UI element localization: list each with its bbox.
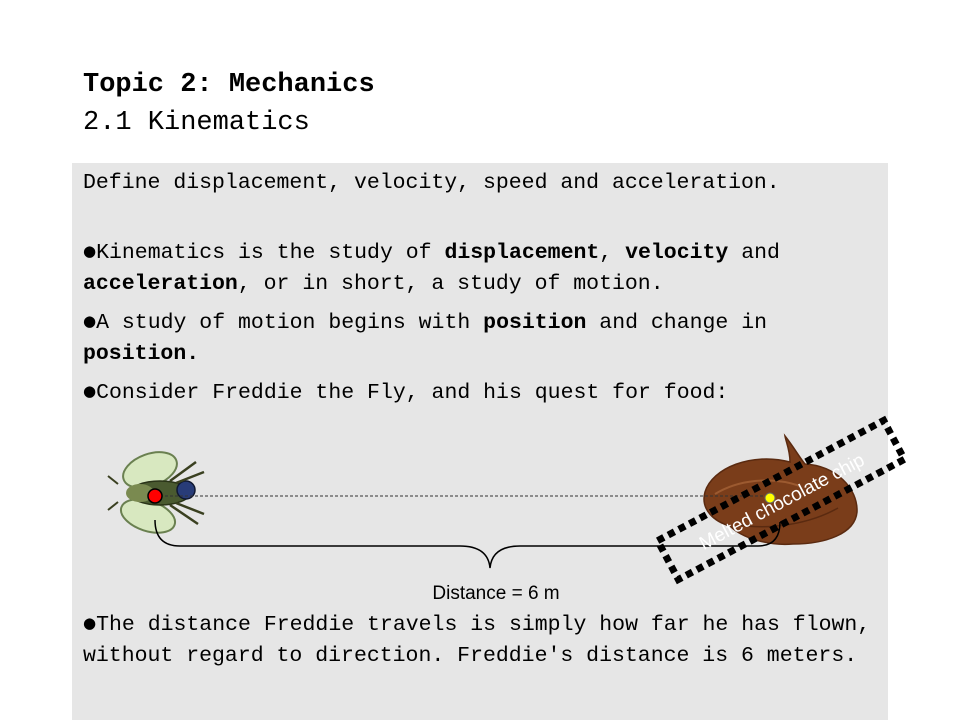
bullet-icon: ● [83, 382, 97, 400]
start-point [148, 489, 162, 503]
bullet-freddie: ●Consider Freddie the Fly, and his quest for food: [83, 381, 729, 405]
bullet-icon: ● [83, 312, 97, 330]
bullet-icon: ● [83, 614, 97, 632]
distance-label: Distance = 6 m [432, 583, 560, 604]
bullet-position: ●A study of motion begins with position and change in position. [83, 311, 780, 366]
page-title: Topic 2: Mechanics [83, 70, 375, 100]
intro-text: Define displacement, velocity, speed and acceleration. [83, 171, 780, 195]
page-subtitle: 2.1 Kinematics [83, 108, 310, 138]
bullet-kinematics: ●Kinematics is the study of displacement, velocity and acceleration, or in short, a study of motion. [83, 241, 793, 296]
distance-brace [155, 520, 780, 568]
bullet-distance: ●The distance Freddie travels is simply how far he has flown, without regard to direction. Freddie's distance is 6 meters. [83, 613, 884, 668]
chip-label: Melted chocolate chip [696, 449, 869, 555]
chip-label-box [658, 420, 905, 579]
bullet-icon: ● [83, 242, 97, 260]
